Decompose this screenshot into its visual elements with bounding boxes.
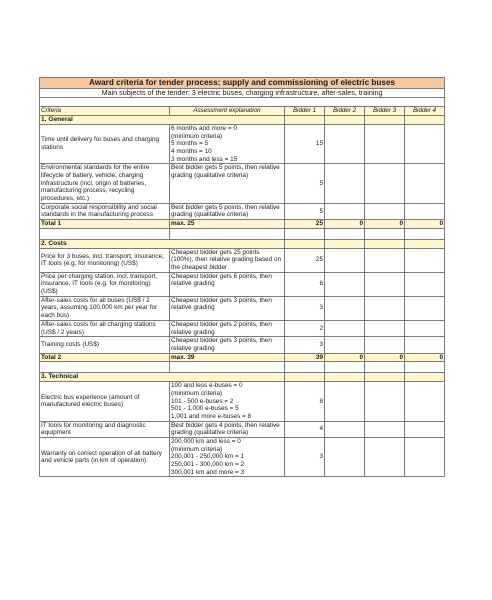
- blank-cell: [170, 362, 285, 373]
- bidder-4-score: [405, 320, 445, 336]
- criteria-cell: Price per charging station, incl. transport, insurance, IT tools (e.g. for monitoring) (US$): [40, 272, 170, 296]
- criteria-row: [40, 124, 445, 163]
- blank-row: [40, 362, 445, 373]
- explanation-line: 5 months = 5: [171, 140, 209, 148]
- blank-cell: [40, 362, 170, 373]
- explanation-line: (minimum criteria): [171, 389, 223, 397]
- explanation-cell: Cheapest bidder gets 25 points (100%), then relative grading based on the cheapest bidder: [170, 248, 285, 272]
- explanation-line: 200,001 - 250,000 km = 1: [171, 453, 245, 461]
- criteria-row: [40, 296, 445, 320]
- criteria-cell: Warranty on correct operation of all battery and vehicle parts (in km of operation): [40, 438, 170, 477]
- bidder-2-score: [325, 296, 365, 320]
- criteria-row: [40, 272, 445, 296]
- explanation-cell: Best bidder gets 4 points, then relative grading (qualitative criteria): [170, 421, 285, 437]
- total-bidder-3: 0: [365, 220, 405, 229]
- total-bidder-2: 0: [325, 353, 365, 362]
- explanation-cell: Best bidder gets 5 points, then relative grading (qualitative criteria): [170, 164, 285, 203]
- criteria-cell: After-sales costs for all charging stations (US$ / 2 years): [40, 320, 170, 336]
- section-heading: 3. Technical: [40, 373, 285, 382]
- section-heading-blank: [285, 239, 325, 248]
- section-heading: 1. General: [40, 115, 285, 124]
- section-heading-row: [40, 239, 445, 248]
- explanation-line: 3 months and less = 15: [171, 155, 238, 163]
- bidder-2-score: [325, 248, 365, 272]
- bidder-2-score: [325, 438, 365, 477]
- total-max: max. 39: [170, 353, 285, 362]
- section-heading-blank: [365, 115, 405, 124]
- criteria-cell: Corporate social responsibility and social standards in the manufacturing process: [40, 203, 170, 219]
- criteria-cell: Electric bus experience (amount of manufactured electric buses): [40, 382, 170, 421]
- section-heading-row: [40, 115, 445, 124]
- explanation-cell: Cheapest bidder gets 3 points, then relative grading: [170, 296, 285, 320]
- header-bidder-3: Bidder 3: [365, 107, 405, 115]
- bidder-2-score: [325, 124, 365, 163]
- total-label: Total 2: [40, 353, 170, 362]
- section-heading-blank: [325, 373, 365, 382]
- total-row: [40, 220, 445, 229]
- blank-cell: [405, 228, 445, 239]
- bidder-1-score: 4: [285, 421, 325, 437]
- blank-cell: [365, 362, 405, 373]
- table-subtitle: Main subjects of the tender: 3 electric buses, charging infrastructure, after-sales, training: [40, 88, 445, 98]
- criteria-cell: Price for 3 buses, incl. transport, insurance, IT tools (e.g. for monitoring) (US$): [40, 248, 170, 272]
- criteria-cell: IT tools for monitoring and diagnostic equipment: [40, 421, 170, 437]
- total-bidder-3: 0: [365, 353, 405, 362]
- total-bidder-4: 0: [405, 220, 445, 229]
- criteria-cell: Environmental standards for the entire lifecycle of battery, vehicle, charging infrastructure (incl. origin of batteries, manufacturing process, recycling procedures, etc.): [40, 164, 170, 203]
- header-criteria: Criteria: [40, 107, 170, 115]
- total-bidder-1: 39: [285, 353, 325, 362]
- criteria-row: [40, 382, 445, 421]
- spacer-row: [40, 98, 445, 107]
- section-heading: 2. Costs: [40, 239, 285, 248]
- criteria-cell: Time until delivery for buses and charging stations: [40, 124, 170, 163]
- blank-row: [40, 228, 445, 239]
- total-max: max. 25: [170, 220, 285, 229]
- bidder-1-score: 8: [285, 382, 325, 421]
- bidder-3-score: [365, 248, 405, 272]
- bidder-1-score: 5: [285, 203, 325, 219]
- bidder-4-score: [405, 203, 445, 219]
- bidder-1-score: 15: [285, 124, 325, 163]
- explanation-cell: Cheapest bidder gets 2 points, then relative grading: [170, 320, 285, 336]
- bidder-2-score: [325, 164, 365, 203]
- criteria-row: [40, 421, 445, 437]
- explanation-line: 200,000 km and less = 0: [171, 438, 241, 446]
- explanation-cell: Best bidder gets 5 points, then relative grading (qualitative criteria): [170, 203, 285, 219]
- award-criteria-table: [39, 77, 445, 477]
- blank-cell: [40, 228, 170, 239]
- bidder-1-score: 25: [285, 248, 325, 272]
- section-heading-blank: [405, 115, 445, 124]
- bidder-1-score: 3: [285, 296, 325, 320]
- blank-cell: [285, 228, 325, 239]
- section-heading-blank: [285, 373, 325, 382]
- bidder-3-score: [365, 421, 405, 437]
- section-heading-blank: [325, 239, 365, 248]
- bidder-2-score: [325, 320, 365, 336]
- explanation-line: 100 and less e-buses = 0: [171, 382, 243, 390]
- section-heading-blank: [365, 239, 405, 248]
- bidder-1-score: 3: [285, 337, 325, 353]
- bidder-4-score: [405, 382, 445, 421]
- criteria-cell: After-sales costs for all buses (US$ / 2 years, assuming 100,000 km per year for each bus): [40, 296, 170, 320]
- explanation-line: 101 - 500 e-buses = 2: [171, 397, 234, 405]
- bidder-3-score: [365, 382, 405, 421]
- blank-cell: [325, 228, 365, 239]
- column-header-row: [40, 107, 445, 115]
- section-heading-blank: [325, 115, 365, 124]
- explanation-line: 250,001 - 300,000 km = 2: [171, 461, 245, 469]
- criteria-row: [40, 203, 445, 219]
- bidder-4-score: [405, 296, 445, 320]
- criteria-row: [40, 320, 445, 336]
- bidder-1-score: 5: [285, 164, 325, 203]
- bidder-4-score: [405, 438, 445, 477]
- explanation-line: 501 - 1,000 e-buses = 5: [171, 405, 239, 413]
- bidder-2-score: [325, 382, 365, 421]
- bidder-3-score: [365, 320, 405, 336]
- bidder-1-score: 2: [285, 320, 325, 336]
- bidder-3-score: [365, 124, 405, 163]
- blank-cell: [365, 228, 405, 239]
- bidder-2-score: [325, 337, 365, 353]
- bidder-4-score: [405, 337, 445, 353]
- section-heading-blank: [365, 373, 405, 382]
- bidder-3-score: [365, 272, 405, 296]
- total-label: Total 1: [40, 220, 170, 229]
- bidder-3-score: [365, 164, 405, 203]
- section-heading-blank: [405, 239, 445, 248]
- total-bidder-2: 0: [325, 220, 365, 229]
- total-bidder-4: 0: [405, 353, 445, 362]
- criteria-row: [40, 438, 445, 477]
- explanation-line: (minimum criteria): [171, 445, 223, 453]
- header-bidder-2: Bidder 2: [325, 107, 365, 115]
- blank-cell: [170, 228, 285, 239]
- bidder-3-score: [365, 296, 405, 320]
- bidder-4-score: [405, 421, 445, 437]
- explanation-cell: [170, 124, 285, 163]
- section-heading-row: [40, 373, 445, 382]
- section-heading-blank: [285, 115, 325, 124]
- explanation-line: 4 months = 10: [171, 147, 212, 155]
- bidder-2-score: [325, 272, 365, 296]
- criteria-row: [40, 164, 445, 203]
- explanation-line: 6 months and more = 0: [171, 124, 237, 132]
- explanation-cell: Cheapest bidder gets 3 points, then relative grading: [170, 337, 285, 353]
- explanation-cell: [170, 438, 285, 477]
- bidder-3-score: [365, 203, 405, 219]
- total-row: [40, 353, 445, 362]
- blank-cell: [285, 362, 325, 373]
- bidder-3-score: [365, 337, 405, 353]
- criteria-row: [40, 248, 445, 272]
- explanation-line: (minimum criteria): [171, 132, 223, 140]
- criteria-row: [40, 337, 445, 353]
- header-bidder-1: Bidder 1: [285, 107, 325, 115]
- bidder-2-score: [325, 421, 365, 437]
- section-heading-blank: [405, 373, 445, 382]
- bidder-1-score: 6: [285, 272, 325, 296]
- table-title: Award criteria for tender process: supply and commissioning of electric buses: [40, 78, 445, 89]
- bidder-4-score: [405, 164, 445, 203]
- bidder-3-score: [365, 438, 405, 477]
- bidder-4-score: [405, 248, 445, 272]
- blank-cell: [405, 362, 445, 373]
- explanation-cell: [170, 382, 285, 421]
- explanation-line: 300,001 km and more = 3: [171, 468, 245, 476]
- total-bidder-1: 25: [285, 220, 325, 229]
- explanation-cell: Cheapest bidder gets 6 points, then relative grading: [170, 272, 285, 296]
- explanation-line: 1,001 and more e-buses = 8: [171, 412, 252, 420]
- header-bidder-4: Bidder 4: [405, 107, 445, 115]
- blank-cell: [325, 362, 365, 373]
- criteria-cell: Training costs (US$): [40, 337, 170, 353]
- bidder-4-score: [405, 124, 445, 163]
- bidder-2-score: [325, 203, 365, 219]
- bidder-4-score: [405, 272, 445, 296]
- bidder-1-score: 3: [285, 438, 325, 477]
- header-explanation: Assessment explanation: [170, 107, 285, 115]
